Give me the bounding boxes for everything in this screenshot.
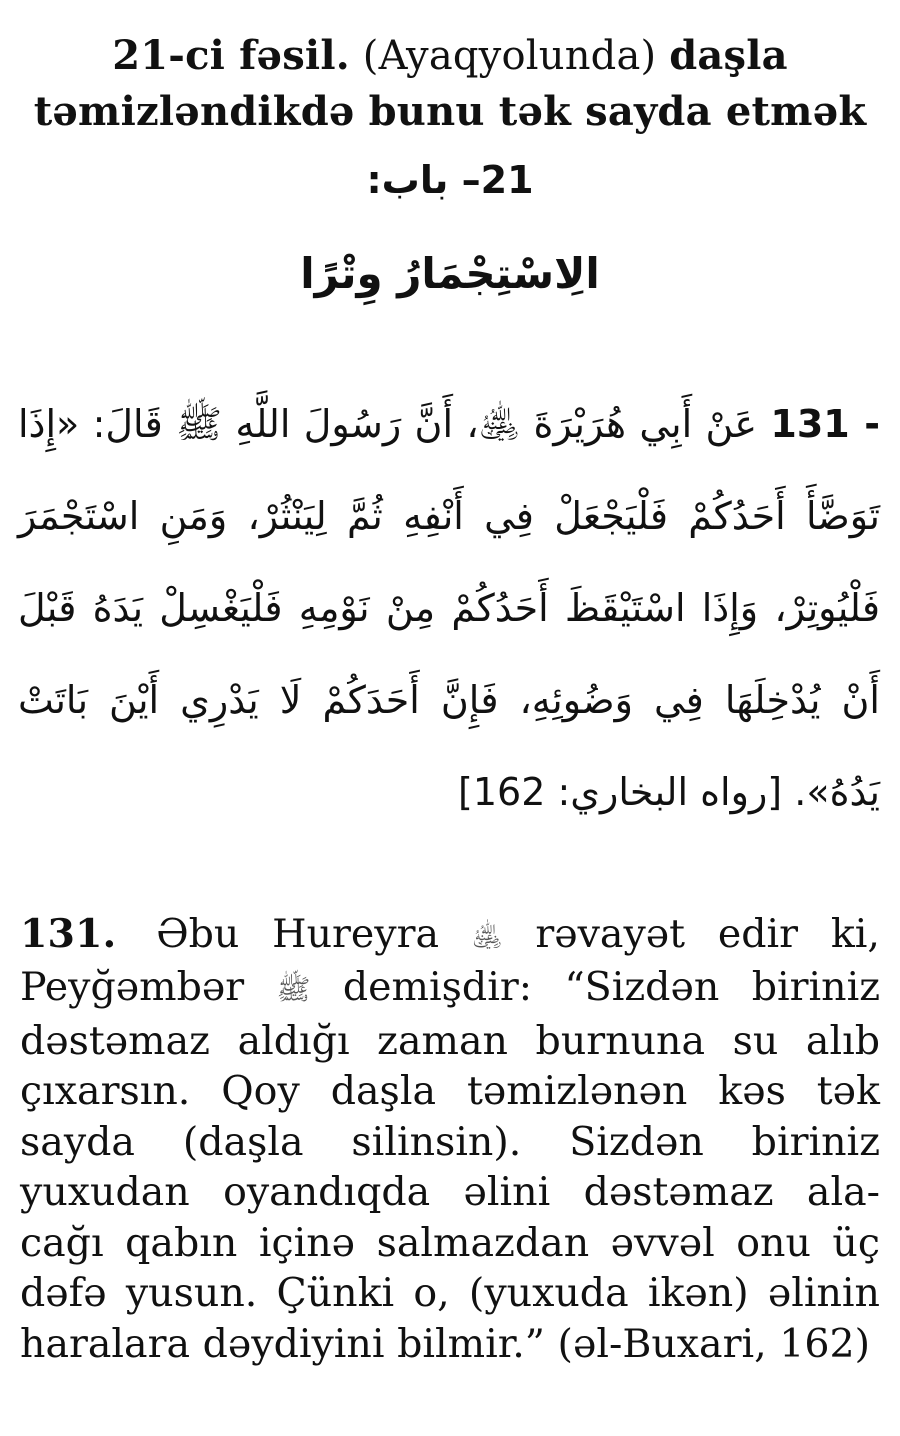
chapter-number: 21-ci fəsil.: [112, 32, 350, 79]
radiyallahu-seal-icon: ﵁: [471, 919, 503, 953]
translation-part-a: Əbu Hureyra: [156, 911, 440, 957]
translation-part-b: rəvayət edir ki, Peyğəmbər: [20, 911, 880, 1011]
hadith-arabic-text: [18, 378, 880, 838]
bab-title-arabic: الِاسْتِجْمَارُ وِتْرًا: [300, 249, 600, 298]
chapter-parenthetical: (Ayaqyolunda): [362, 33, 657, 79]
chapter-heading: [20, 28, 880, 140]
salawat-seal-icon: ﷺ: [276, 973, 311, 1006]
hadith-translation: [20, 909, 880, 1369]
translation-part-c: demişdir: “Sizdən biriniz dəstəmaz aldığı zaman burnuna su alıb çıxarsın. Qoy daşla təmizlənən kəs tək sayda (daşla silinsin). Sizdən biriniz yuxudan oyandıqda əlini dəstəmaz ala-cağı qabın içinə salmazdan əvvəl onu üç dəfə yusun. Çünki o, (yuxuda ikən) əlinin haralara dəydiyini bilmir.” (əl-Buxari, 162): [20, 964, 881, 1367]
hadith-number-arabic: 131 -: [770, 402, 880, 446]
hadith-arabic-source: [رواه البخاري: 162]: [458, 770, 783, 814]
bab-label: 21– باب:: [366, 158, 534, 202]
hadith-number: 131.: [20, 911, 117, 957]
chapter-title: daşla təmizləndikdə bunu tək sayda etmək: [33, 32, 867, 135]
hadith-arabic-body: عَنْ أَبِي هُرَيْرَةَ ﵁، أَنَّ رَسُولَ اللَّهِ ﷺ قَالَ: «إِذَا تَوَضَّأَ أَحَدُكُمْ فَلْيَجْعَلْ فِي أَنْفِهِ ثُمَّ لِيَنْثُرْ، وَمَنِ اسْتَجْمَرَ فَلْيُوتِرْ، وَإِذَا اسْتَيْقَظَ أَحَدُكُمْ مِنْ نَوْمِهِ فَلْيَغْسِلْ يَدَهُ قَبْلَ أَنْ يُدْخِلَهَا فِي وَضُوئِهِ، فَإِنَّ أَحَدَكُمْ لَا يَدْرِي أَيْنَ بَاتَتْ يَدُهُ».: [18, 402, 880, 814]
